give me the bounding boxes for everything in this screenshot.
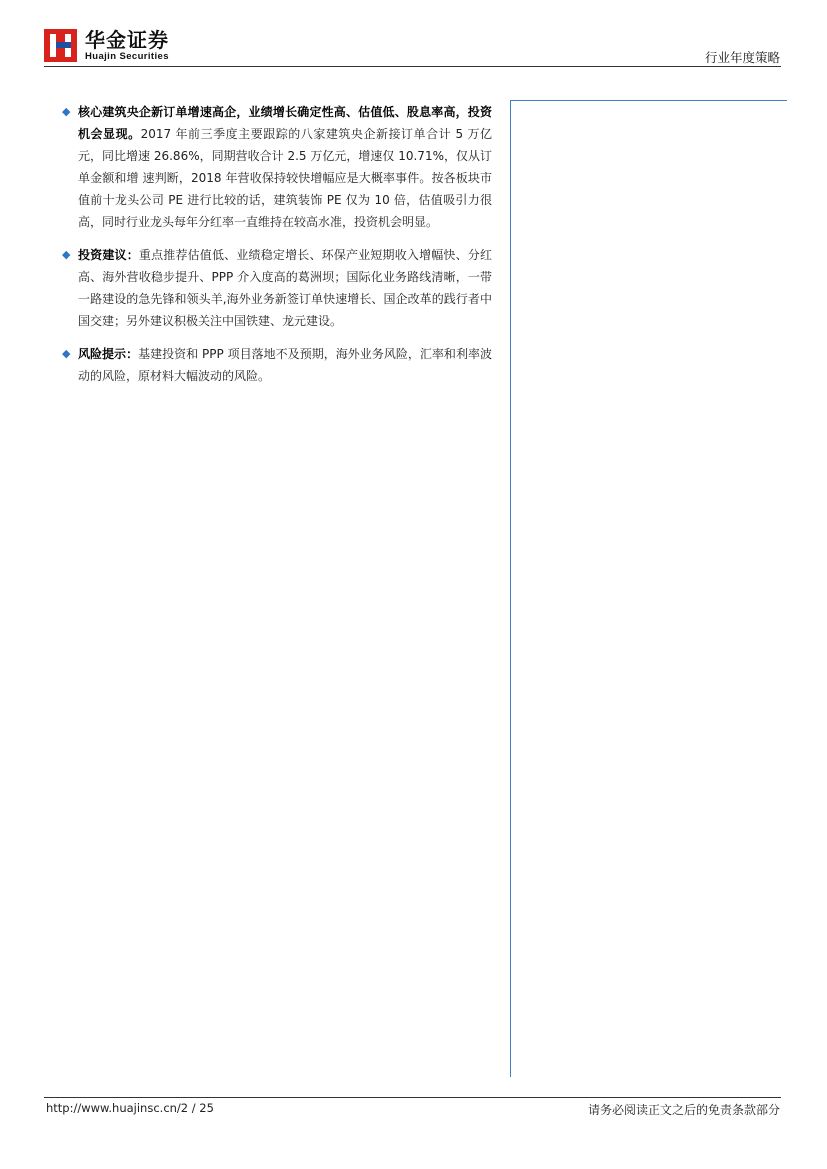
company-logo	[44, 29, 184, 65]
report-category: 行业年度策略	[704, 50, 780, 65]
huajin-logo-icon	[44, 29, 77, 62]
bullet-lead: 风险提示：	[78, 347, 139, 361]
summary-bullet-investment	[62, 244, 492, 332]
diamond-bullet-icon: ◆	[62, 347, 71, 360]
sidebar-top-border	[510, 100, 787, 101]
logo-chinese-name: 华金证券	[85, 28, 169, 52]
diamond-bullet-icon: ◆	[62, 105, 71, 118]
footer-divider	[44, 1097, 781, 1098]
summary-bullet-core	[62, 101, 492, 233]
bullet-body: 2017 年前三季度主要跟踪的八家建筑央企新接订单合计 5 万亿元，同比增速 26.86%，同期营收合计 2.5 万亿元，增速仅 10.71%，仅从订单金额和增 速判断，2018 年营收保持较快增幅应是大概率事件。按各板块市值前十龙头公司 PE 进行比较的话，建筑装饰 PE 仅为 10 倍，估值吸引力很高，同时行业龙头每年分红率一直维持在较高水准，投资机会明显。	[78, 127, 492, 229]
bullet-lead: 核心建筑央企新订单增速高企，业绩增长确定性高、估值低、股息率高，投资机会显现。	[78, 105, 492, 141]
diamond-bullet-icon: ◆	[62, 248, 71, 261]
bullet-lead: 投资建议：	[78, 248, 139, 262]
footer-url-page[interactable]: http://www.huajinsc.cn/2 / 25	[46, 1101, 214, 1115]
sidebar-left-border	[510, 100, 511, 1077]
summary-bullet-risk	[62, 343, 492, 387]
logo-english-name: Huajin Securities	[85, 51, 169, 62]
bullet-body: 重点推荐估值低、业绩稳定增长、环保产业短期收入增幅快、分红高、海外营收稳步提升、PPP 介入度高的葛洲坝；国际化业务路线清晰，一带一路建设的急先锋和领头羊,海外业务新签订单快速增长、国企改革的践行者中国交建；另外建议积极关注中国铁建、龙元建设。	[78, 248, 492, 328]
footer-disclaimer: 请务必阅读正文之后的免责条款部分	[587, 1103, 780, 1117]
header-divider	[44, 66, 781, 67]
summary-section	[62, 101, 492, 398]
bullet-body: 基建投资和 PPP 项目落地不及预期，海外业务风险，汇率和利率波动的风险，原材料大幅波动的风险。	[78, 347, 492, 383]
